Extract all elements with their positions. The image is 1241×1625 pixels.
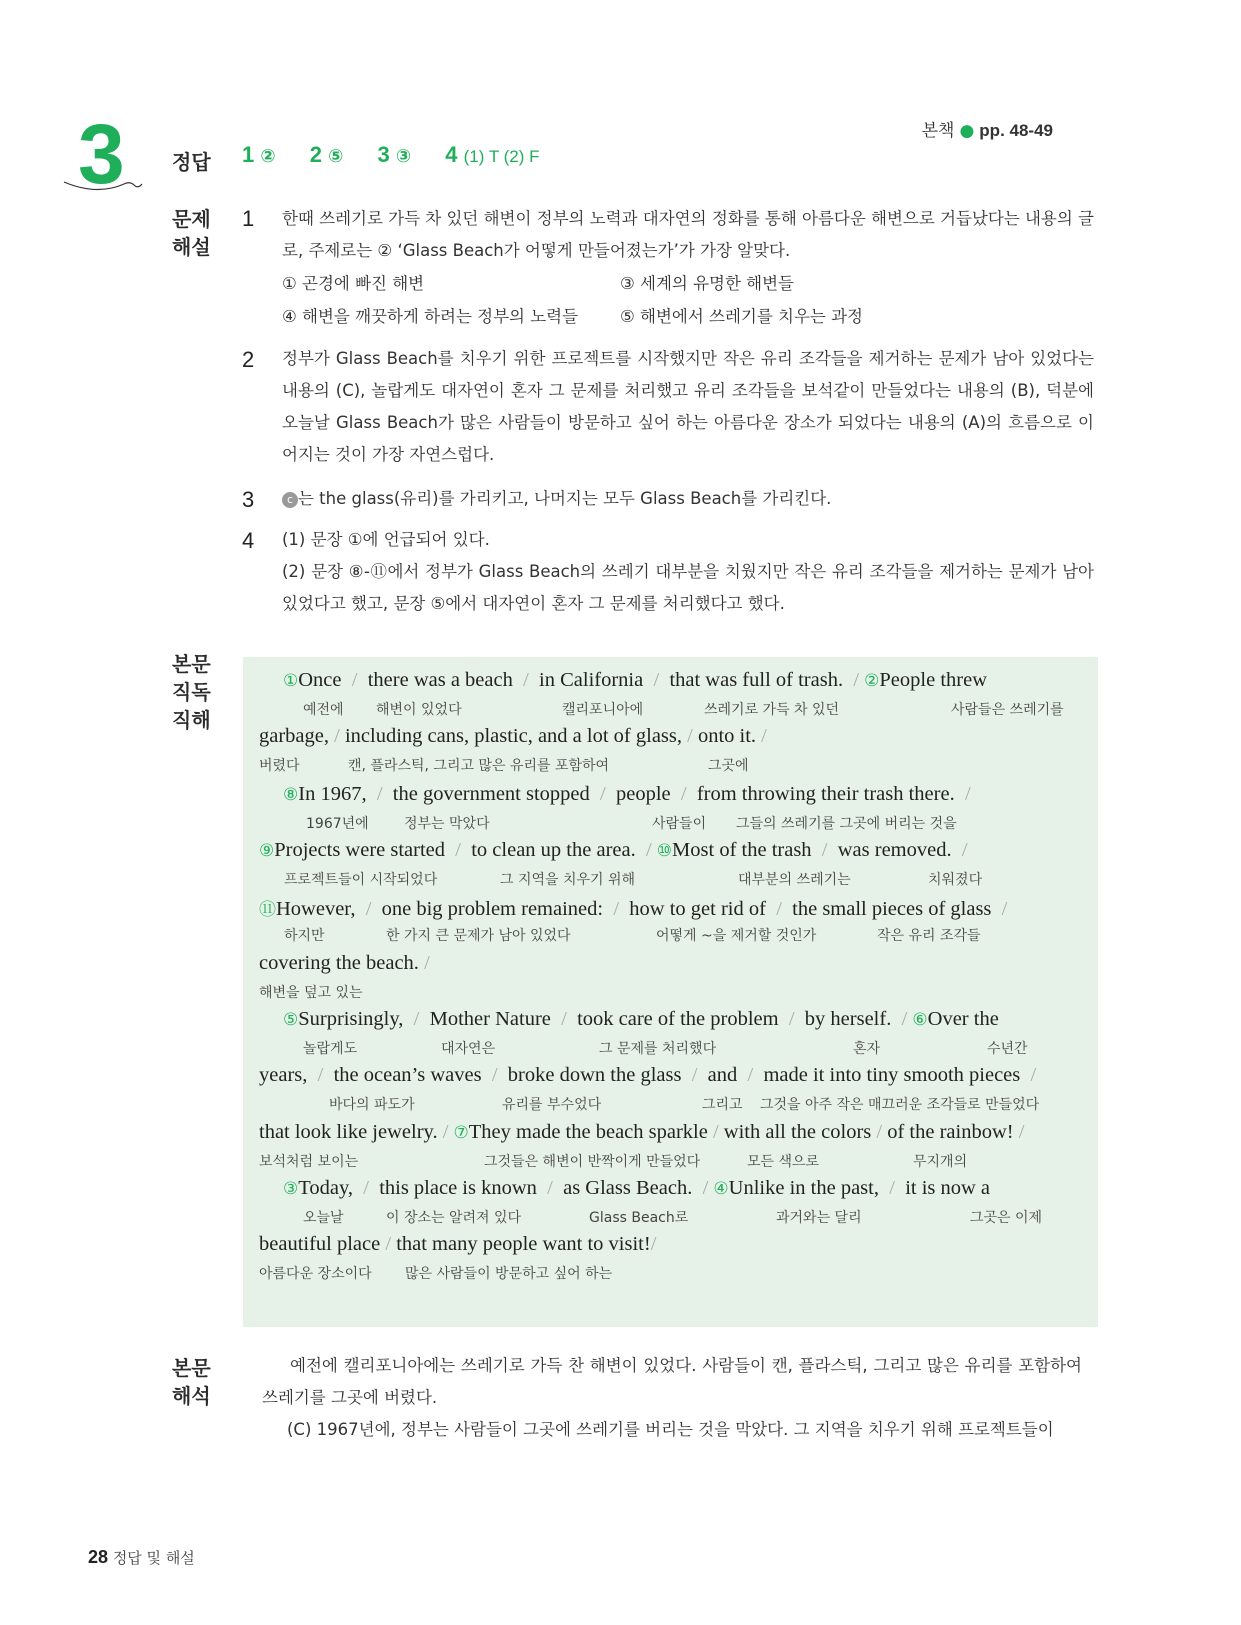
answer-label: 정답 [172, 150, 211, 174]
translation-label: 본문 해석 [172, 1356, 211, 1408]
reading-box [243, 657, 1098, 1327]
gloss: 그곳은 이제 [970, 1210, 1043, 1226]
gloss: 아름다운 장소이다 [259, 1266, 372, 1282]
gloss: 해변이 있었다 [376, 702, 462, 718]
question-4-line-2: (2) 문장 ⑧-⑪에서 정부가 Glass Beach의 쓰레기 대부분을 치웠지만 작은 유리 조각들을 제거하는 문제가 남아 있었다고 했고, 문장 ⑤에서 대자연이 혼자 그 문제를 처리했다고 했다. [282, 562, 1094, 613]
answer-item-1: 1 ② [242, 142, 276, 167]
question-number-1: 1 [242, 206, 255, 231]
gloss: 혼자 [853, 1041, 881, 1057]
gloss: 그것들은 해변이 반짝이게 만들었다 [484, 1154, 701, 1170]
gloss: 그곳에 [708, 758, 749, 774]
question-4-line-1: (1) 문장 ①에 언급되어 있다. [282, 530, 490, 549]
reading-line-3: ⑧In 1967, / the government stopped / people / from throwing their trash there. / [283, 783, 971, 805]
gloss: 작은 유리 조각들 [877, 928, 981, 944]
gloss: 예전에 [303, 702, 344, 718]
page-reference [922, 116, 1053, 141]
gloss: 과거와는 달리 [776, 1210, 862, 1226]
gloss: 오늘날 [303, 1210, 344, 1226]
gloss: 해변을 덮고 있는 [259, 985, 363, 1001]
gloss: 바다의 파도가 [329, 1097, 415, 1113]
reading-line-8: years, / the ocean’s waves / broke down the glass / and / made it into tiny smooth pieces / [259, 1064, 1037, 1086]
answer-item-3: 3 ③ [377, 142, 412, 167]
gloss: 사람들이 [652, 816, 707, 832]
gloss: 그리고 [702, 1097, 743, 1113]
reading-line-11: beautiful place / that many people want to visit!/ [259, 1233, 657, 1255]
question-number-2: 2 [242, 347, 255, 372]
reading-line-10: ③Today, / this place is known / as Glass Beach. / ④Unlike in the past, / it is now a [283, 1177, 991, 1199]
gloss: 수년간 [987, 1041, 1028, 1057]
reading-label: 본문 직독 직해 [172, 652, 211, 732]
c-circle-icon: c [282, 492, 298, 508]
gloss: 쓰레기로 가득 차 있던 [704, 702, 840, 718]
reading-line-9: that look like jewelry. / ⑦They made the beach sparkle / with all the colors / of the rainbow! / [259, 1121, 1025, 1143]
reading-line-5: ⑪However, / one big problem remained: / how to get rid of / the small pieces of glass / [259, 898, 1008, 920]
gloss: 프로젝트들이 시작되었다 [284, 872, 438, 888]
q1-option-3: ③ 세계의 유명한 해변들 [620, 274, 794, 293]
gloss: 그 지역을 치우기 위해 [500, 872, 636, 888]
gloss: 이 장소는 알려져 있다 [386, 1210, 522, 1226]
question-3-text: c 는 the glass(유리)를 가리키고, 나머지는 모두 Glass Beach를 가리킨다. [282, 483, 1094, 515]
answer-row [242, 142, 568, 168]
gloss: 어떻게 ~을 제거할 것인가 [656, 928, 817, 944]
gloss: 대부분의 쓰레기는 [738, 872, 851, 888]
answer-item-4: 4 (1) T (2) F [445, 142, 540, 167]
answer-item-2: 2 ⑤ [309, 142, 344, 167]
gloss: 버렸다 [259, 758, 300, 774]
gloss: Glass Beach로 [589, 1210, 689, 1226]
reading-line-1: ①Once / there was a beach / in California / that was full of trash. / ②People threw [283, 669, 988, 691]
gloss: 캔, 플라스틱, 그리고 많은 유리를 포함하여 [348, 758, 610, 774]
swoosh-decoration [62, 176, 144, 194]
gloss: 많은 사람들이 방문하고 싶어 하는 [405, 1266, 613, 1282]
explanation-label: 문제 해설 [172, 207, 211, 259]
q1-option-4: ④ 해변을 깨끗하게 하려는 정부의 노력들 [282, 307, 579, 326]
question-1-text: 한때 쓰레기로 가득 차 있던 해변이 정부의 노력과 대자연의 정화를 통해 아름다운 해변으로 거듭났다는 내용의 글로, 주제로는 ② ‘Glass Beach가 어떻게 만들어졌는가’가 가장 알맞다. [282, 209, 1094, 260]
page-ref-prefix: 본책 [921, 121, 955, 141]
page-footer [88, 1547, 195, 1568]
gloss: 놀랍게도 [303, 1041, 358, 1057]
gloss: 하지만 [284, 928, 325, 944]
question-number-4: 4 [242, 528, 255, 553]
gloss: 그 문제를 처리했다 [599, 1041, 717, 1057]
gloss: 한 가지 큰 문제가 남아 있었다 [386, 928, 571, 944]
question-number-3: 3 [242, 487, 255, 512]
q1-option-1: ① 곤경에 빠진 해변 [282, 274, 425, 293]
reading-line-6: covering the beach. / [259, 952, 430, 974]
gloss: 모든 색으로 [747, 1154, 820, 1170]
gloss: 대자연은 [441, 1041, 496, 1057]
gloss: 그것을 아주 작은 매끄러운 조각들로 만들었다 [760, 1097, 1040, 1113]
gloss: 보석처럼 보이는 [259, 1154, 359, 1170]
page-ref-pages: pp. 48-49 [979, 121, 1053, 140]
dot-icon: ● [959, 121, 975, 141]
gloss: 무지개의 [913, 1154, 968, 1170]
section-number: 3 [78, 107, 125, 201]
gloss: 정부는 막았다 [404, 816, 490, 832]
page-number: 28 [88, 1547, 109, 1567]
question-2-text: 정부가 Glass Beach를 치우기 위한 프로젝트를 시작했지만 작은 유리 조각들을 제거하는 문제가 남아 있었다는 내용의 (C), 놀랍게도 대자연이 혼자 그 문제를 처리했고 유리 조각들을 보석같이 만들었다는 내용의 (B), 덕분에 오늘날 Glass Beach가 많은 사람들이 방문하고 싶어 하는 아름다운 장소가 되었다는 내용의 (A)의 흐름으로 이어지는 것이 가장 자연스럽다. [282, 349, 1094, 464]
gloss: 유리를 부수었다 [502, 1097, 602, 1113]
q1-option-5: ⑤ 해변에서 쓰레기를 치우는 과정 [620, 307, 863, 326]
gloss: 1967년에 [306, 816, 369, 832]
reading-line-4: ⑨Projects were started / to clean up the area. / ⑩Most of the trash / was removed. / [259, 839, 968, 861]
reading-line-7: ⑤Surprisingly, / Mother Nature / took care of the problem / by herself. / ⑥Over the [283, 1008, 999, 1030]
gloss: 캘리포니아에 [562, 702, 644, 718]
gloss: 사람들은 쓰레기를 [951, 702, 1064, 718]
translation-paragraph-2: (C) 1967년에, 정부는 사람들이 그곳에 쓰레기를 버리는 것을 막았다. 그 지역을 치우기 위해 프로젝트들이 [287, 1420, 1054, 1439]
footer-title: 정답 및 해설 [112, 1549, 195, 1567]
gloss: 치워졌다 [928, 872, 983, 888]
gloss: 그들의 쓰레기를 그곳에 버리는 것을 [736, 816, 957, 832]
reading-line-2: garbage, / including cans, plastic, and a lot of glass, / onto it. / [259, 725, 767, 747]
translation-paragraph-1: 예전에 캘리포니아에는 쓰레기로 가득 찬 해변이 있었다. 사람들이 캔, 플라스틱, 그리고 많은 유리를 포함하여 쓰레기를 그곳에 버렸다. [262, 1356, 1082, 1407]
